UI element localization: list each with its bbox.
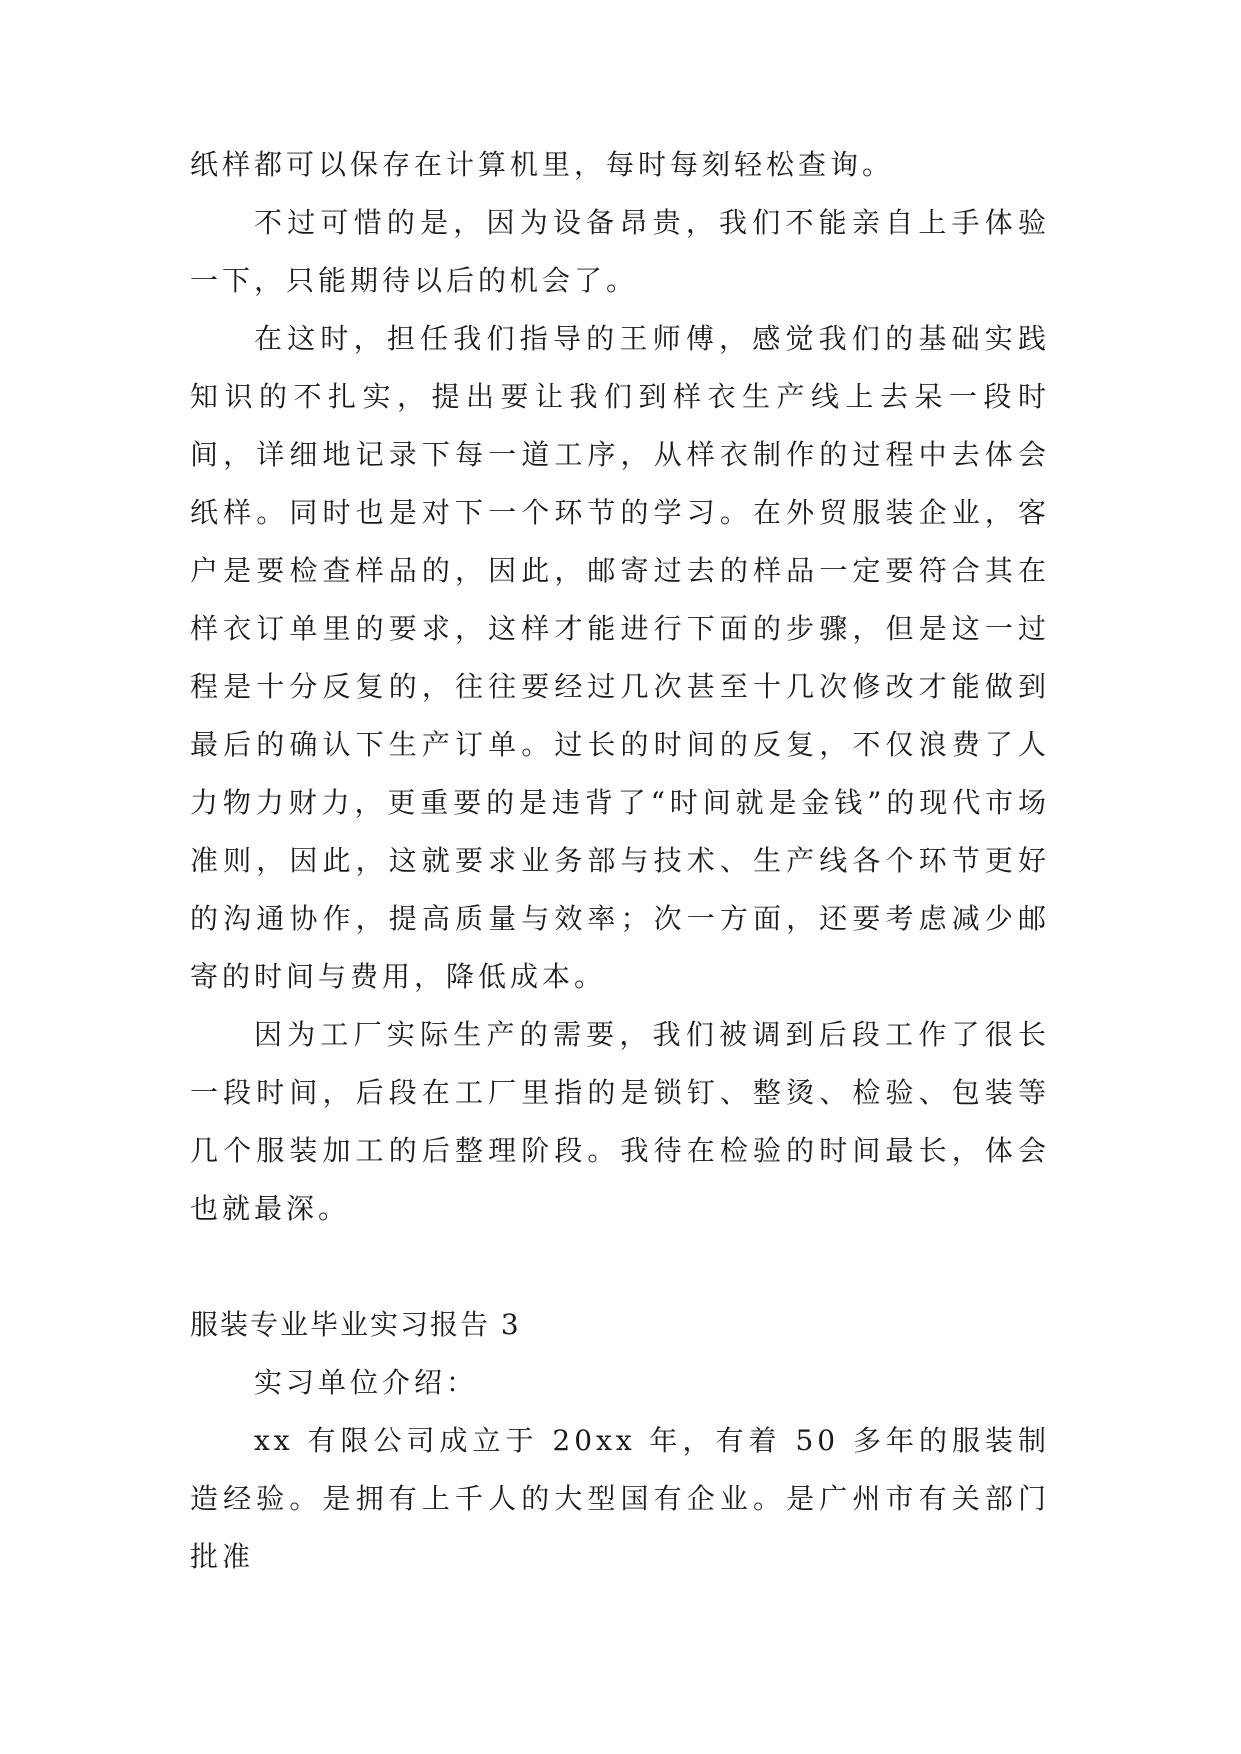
- paragraph-company-intro-label: 实习单位介绍：: [254, 1366, 479, 1399]
- section-heading: 服装专业毕业实习报告 3: [190, 1308, 521, 1341]
- paragraph-company-intro: xx 有限公司成立于 20xx 年，有着 50 多年的服装制造经验。是拥有上千人的大型国有企业。是广州市有关部门批准: [190, 1424, 1050, 1573]
- paragraph-continuation: 纸样都可以保存在计算机里，每时每刻轻松查询。: [190, 148, 895, 181]
- paragraph-master-wang: 在这时，担任我们指导的王师傅，感觉我们的基础实践知识的不扎实，提出要让我们到样衣生产线上去呆一段时间，详细地记录下每一道工序，从样衣制作的过程中去体会纸样。同时也是对下一个环节的学习。在外贸服装企业，客户是要检查样品的，因此，邮寄过去的样品一定要符合其在样衣订单里的要求，这样才能进行下面的步骤，但是这一过程是十分反复的，往往要经过几次甚至十几次修改才能做到最后的确认下生产订单。过长的时间的反复，不仅浪费了人力物力财力，更重要的是违背了“时间就是金钱”的现代市场准则，因此，这就要求业务部与技术、生产线各个环节更好的沟通协作，提高质量与效率；次一方面，还要考虑减少邮寄的时间与费用，降低成本。: [190, 322, 1050, 993]
- document-body: [190, 136, 1050, 1586]
- paragraph-back-section: 因为工厂实际生产的需要，我们被调到后段工作了很长一段时间，后段在工厂里指的是锁钉、整烫、检验、包装等几个服装加工的后整理阶段。我待在检验的时间最长，体会也就最深。: [190, 1018, 1050, 1225]
- paragraph-equipment: 不过可惜的是，因为设备昂贵，我们不能亲自上手体验一下，只能期待以后的机会了。: [190, 206, 1050, 297]
- section-spacer: [190, 1238, 1050, 1296]
